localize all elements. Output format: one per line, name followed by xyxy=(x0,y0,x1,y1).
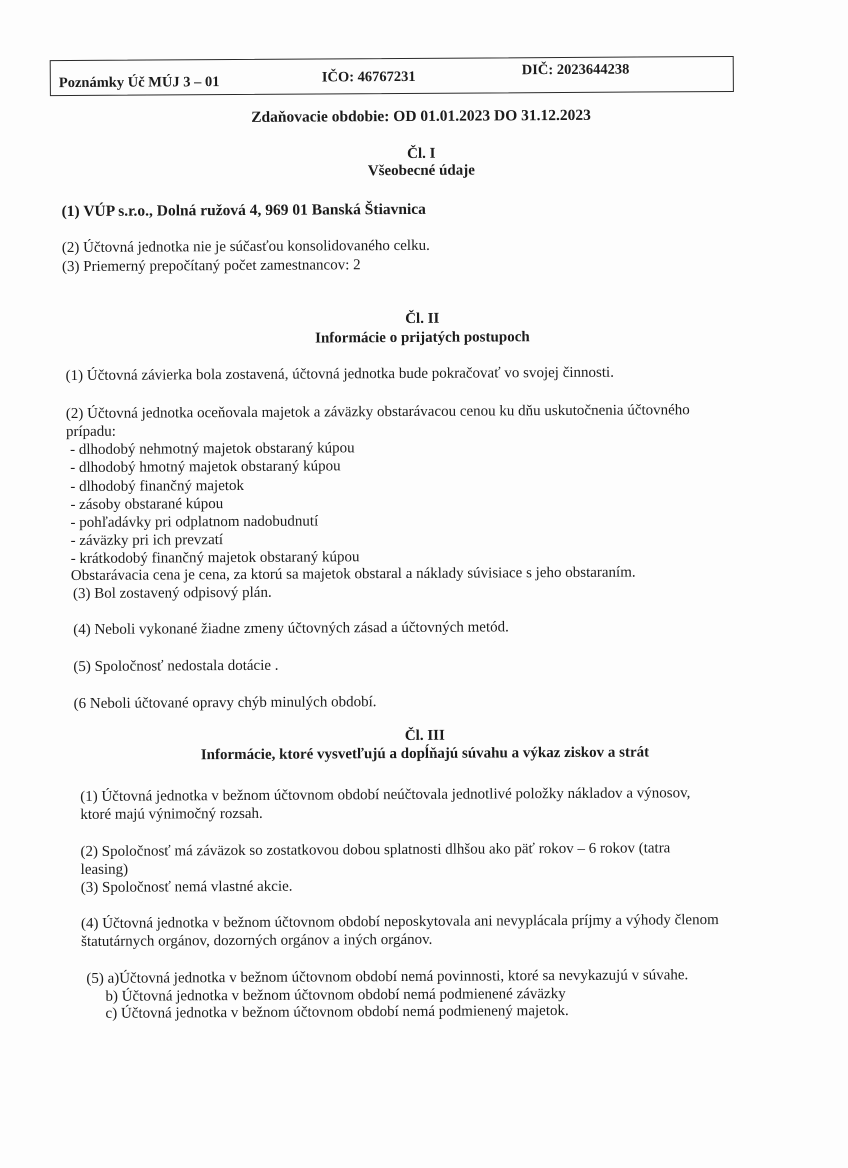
section-2-item-1: (1) Účtovná závierka bola zostavená, účtovná jednotka bude pokračovať vo svojej činnosti. xyxy=(65,364,614,385)
list-item: - dlhodobý finančný majetok xyxy=(70,477,245,496)
header-box xyxy=(50,56,734,96)
list-item: - záväzky pri ich prevzatí xyxy=(70,532,224,550)
section-1-title: Všeobecné údaje xyxy=(367,162,475,180)
section-3-item-5c: c) Účtovná jednotka v bežnom účtovnom období nemá podmienený majetok. xyxy=(105,1002,569,1022)
section-3-item-5b: b) Účtovná jednotka v bežnom účtovnom období nemá podmienené záväzky xyxy=(105,985,566,1005)
section-1-item-3: (3) Priemerný prepočítaný počet zamestnancov: 2 xyxy=(61,257,361,276)
dic-number: DIČ: 2023644238 xyxy=(521,61,630,79)
section-2-item-2: (2) Účtovná jednotka oceňovala majetok a záväzky obstarávacou cenou ku dňu uskutočnenia účtovného xyxy=(65,402,690,423)
acquisition-cost-note: Obstarávacia cena je cena, za ktorú sa majetok obstaral a náklady súvisiace s jeho obstaraním. xyxy=(70,564,636,585)
section-3-item-2-cont: leasing) xyxy=(80,861,129,878)
section-3-item-1-cont: ktoré majú výnimočný rozsah. xyxy=(80,805,263,823)
section-3-item-2: (2) Spoločnosť má záväzok so zostatkovou dobou splatnosti dlhšou ako päť rokov – 6 rokov (tatra xyxy=(80,840,671,860)
section-2-item-5: (5) Spoločnosť nedostala dotácie . xyxy=(73,657,279,675)
section-3-number: Čl. III xyxy=(404,727,445,744)
section-2-number: Čl. II xyxy=(405,310,440,327)
section-2-item-6: (6 Neboli účtované opravy chýb minulých období. xyxy=(73,694,377,712)
section-1-number: Čl. I xyxy=(407,145,436,162)
section-3-title: Informácie, ktoré vysvetľujú a dopĺňajú súvahu a výkaz ziskov a strát xyxy=(200,744,650,764)
section-3-item-5a: (5) a)Účtovná jednotka v bežnom účtovnom období nemá povinnosti, ktoré sa nevykazujú v súvahe. xyxy=(86,967,689,987)
section-1-item-2: (2) Účtovná jednotka nie je súčasťou konsolidovaného celku. xyxy=(61,237,430,257)
list-item: - dlhodobý nehmotný majetok obstaraný kúpou xyxy=(70,440,355,459)
ico-number: IČO: 46767231 xyxy=(321,68,416,86)
section-2-item-2-cont: prípadu: xyxy=(65,423,117,441)
section-1-item-1: (1) VÚP s.r.o., Dolná ružová 4, 969 01 Banská Štiavnica xyxy=(61,200,426,221)
section-2-title: Informácie o prijatých postupoch xyxy=(315,329,530,347)
tax-period: Zdaňovacie obdobie: OD 01.01.2023 DO 31.12.2023 xyxy=(251,106,591,126)
section-2-item-4: (4) Neboli vykonané žiadne zmeny účtovných zásad a účtovných metód. xyxy=(73,619,509,638)
list-item: - zásoby obstarané kúpou xyxy=(70,496,224,514)
list-item: - krátkodobý finančný majetok obstaraný kúpou xyxy=(70,549,360,568)
notes-label: Poznámky Úč MÚJ 3 – 01 xyxy=(58,74,220,92)
list-item: - dlhodobý hmotný majetok obstaraný kúpou xyxy=(70,458,341,477)
section-3-item-3: (3) Spoločnosť nemá vlastné akcie. xyxy=(80,878,293,896)
section-3-item-4-cont: štatutárnych orgánov, dozorných orgánov a iných orgánov. xyxy=(81,931,433,950)
section-3-item-1: (1) Účtovná jednotka v bežnom účtovnom období neúčtovala jednotlivé položky nákladov a výnosov, xyxy=(80,785,691,805)
list-item: - pohľadávky pri odplatnom nadobudnutí xyxy=(70,513,319,532)
section-2-item-3: (3) Bol zostavený odpisový plán. xyxy=(72,584,272,602)
section-3-item-4: (4) Účtovná jednotka v bežnom účtovnom období neposkytovala ani nevyplácala príjmy a výhody členom xyxy=(80,912,719,932)
